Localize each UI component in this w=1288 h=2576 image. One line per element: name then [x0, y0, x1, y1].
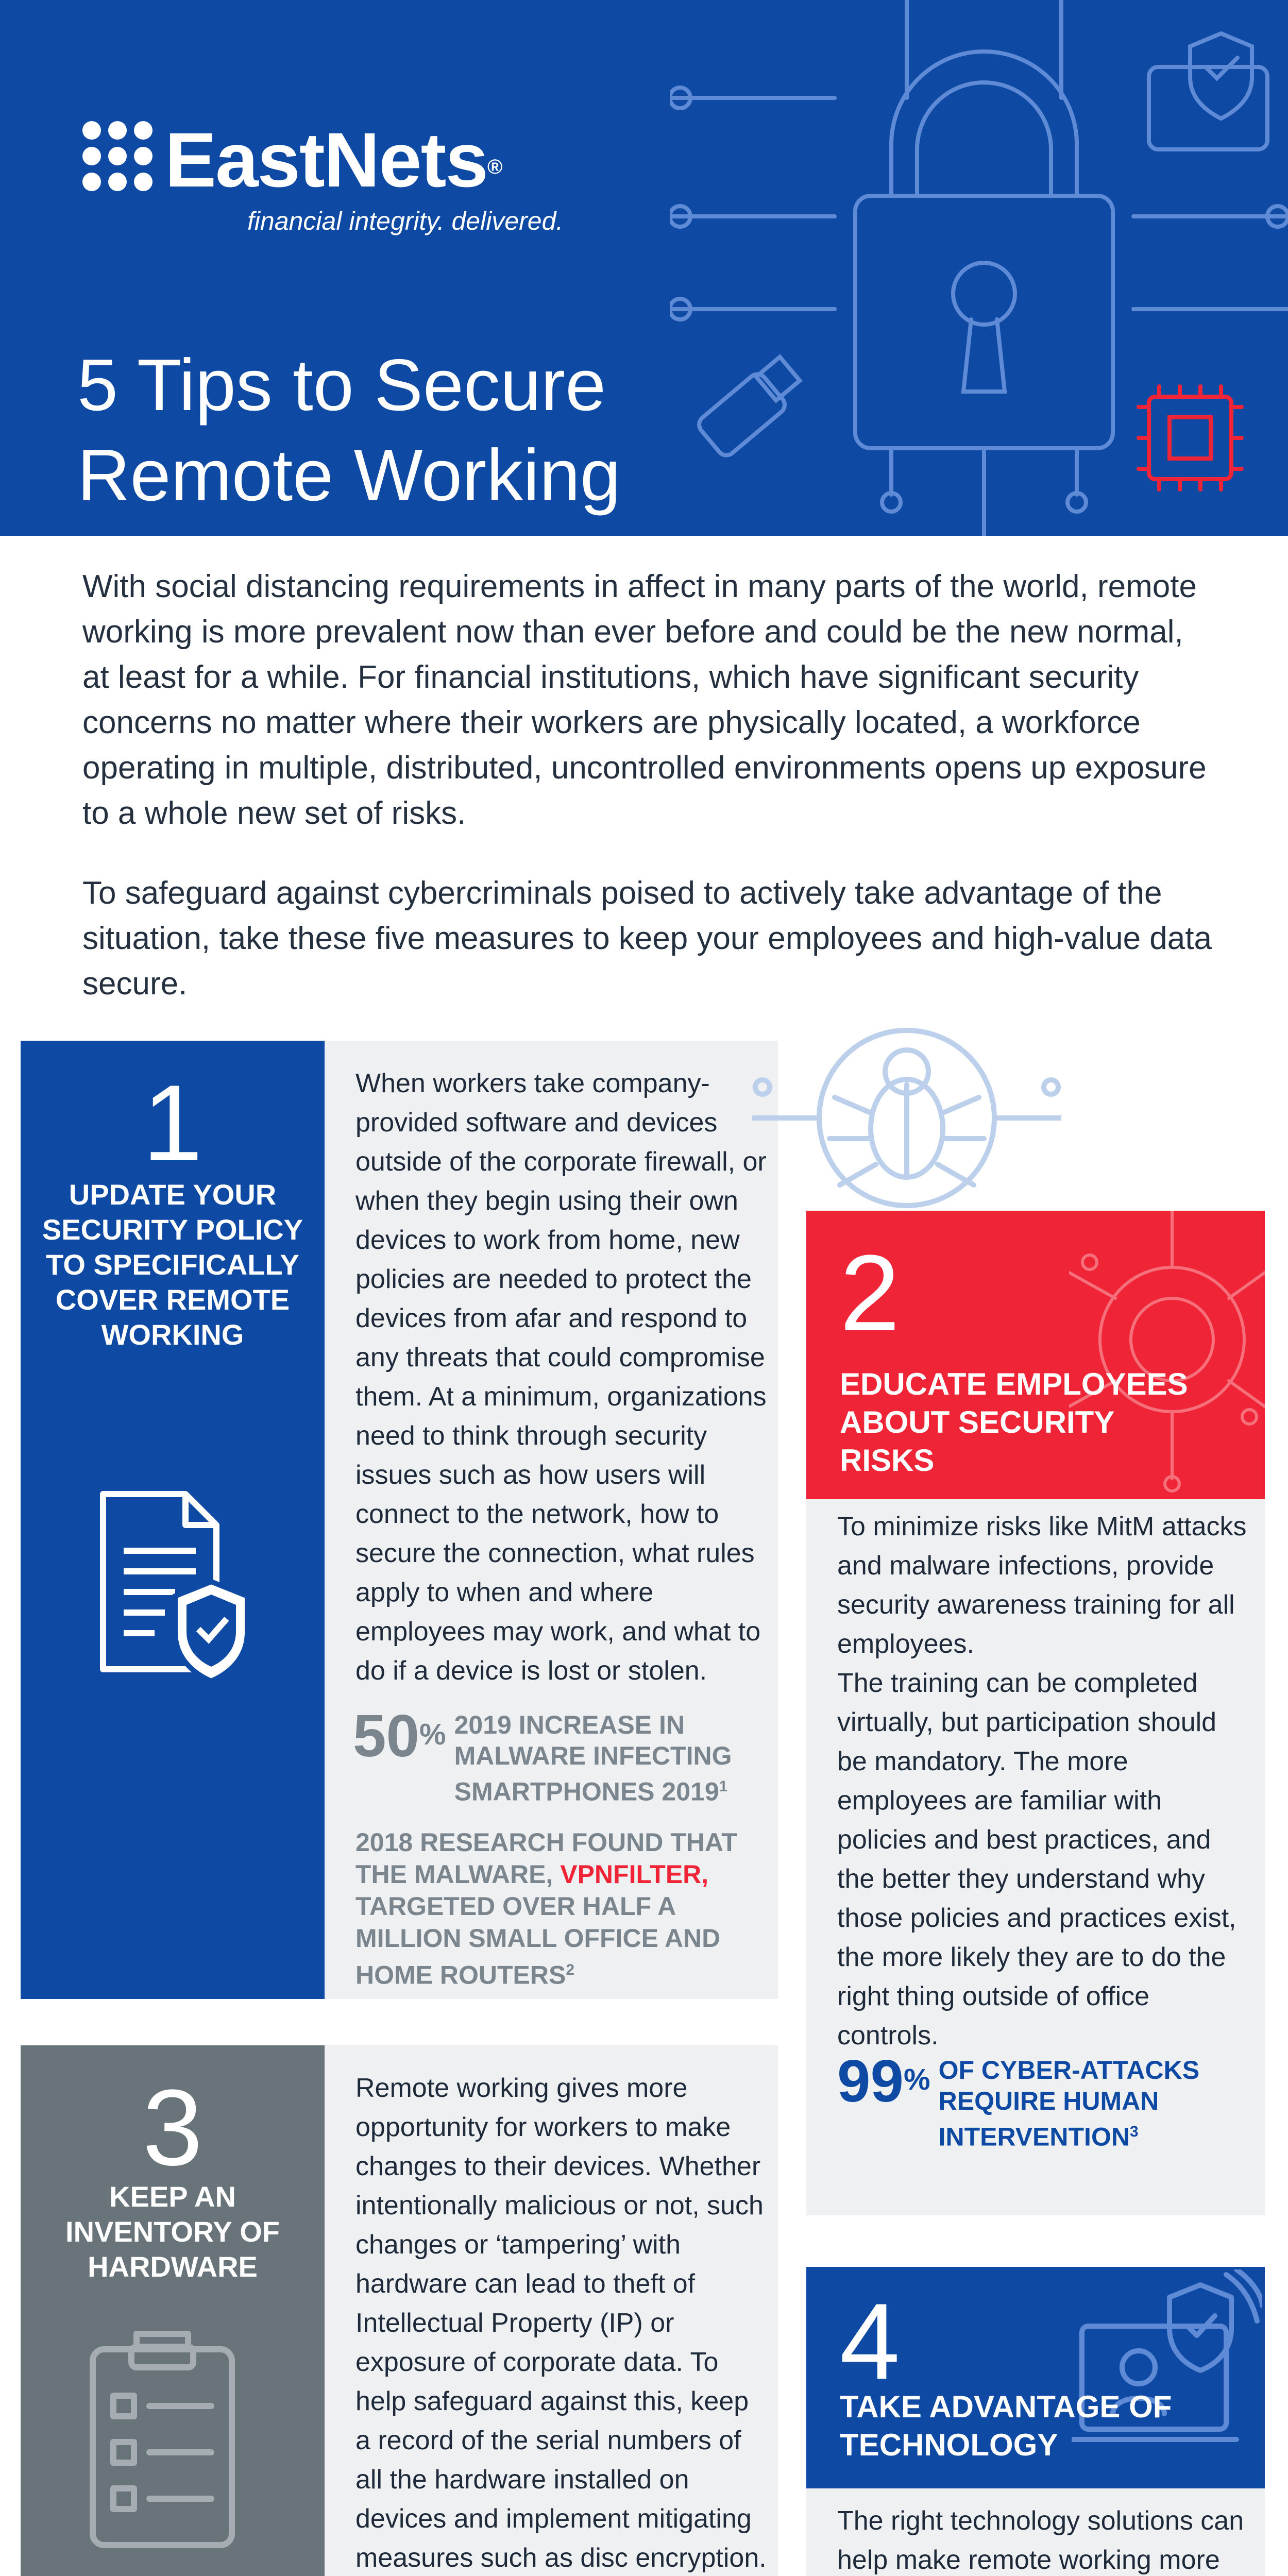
intro-paragraph-2: To safeguard against cybercriminals poised to actively take advantage of the situation, take these five measures to keep your employees and high-value data secure. — [82, 875, 1212, 1002]
tip-1-note-text-end: TARGETED OVER HALF A MILLION SMALL OFFICE AND HOME ROUTERS — [355, 1892, 721, 1990]
tip-2-body — [837, 1507, 1249, 2055]
tip-1-number: 1 — [142, 1062, 203, 1183]
tip-3-title: KEEP AN INVENTORY OF HARDWARE — [65, 2180, 280, 2283]
tip-4-intro: The right technology solutions can help make remote working more — [837, 2506, 1244, 2575]
tip-1-note-text: 2018 RESEARCH FOUND THAT THE MALWARE, — [355, 1828, 737, 1889]
malware-bug-icon — [752, 994, 1061, 1242]
tip-2-stat-value: 99 — [837, 2047, 904, 2114]
tip-4-title: TAKE ADVANTAGE OF TECHNOLOGY — [840, 2389, 1172, 2462]
cyber-security-illustration — [670, 0, 1288, 536]
eastnets-logo — [82, 116, 649, 240]
tip-3-body: Remote working gives more opportunity for workers to make changes to their devices. Whether intentionally malicious or not, such changes or ‘tampering’ with hardware can lead to theft of Intellectual Property (IP) or exposure of corporate data. To help safeguard against this, keep a record of the serial numbers of all the hardware installed on devices and implement mitigating measures such as disc encryption. — [355, 2073, 767, 2573]
tip-2-stat — [837, 2047, 1249, 2153]
intro-paragraph-1: With social distancing requirements in affect in many parts of the world, remote working is more prevalent now than ever before and could be the new normal, at least for a while. For financial institutions, which have significant security concerns no matter where their workers are physically located, a workforce operating in multiple, distributed, uncontrolled environments opens up exposure to a whole new set of risks. — [82, 569, 1207, 831]
tip-1-stat — [353, 1702, 765, 1807]
tip-1-stat-ref: 1 — [719, 1778, 728, 1795]
document-shield-icon — [88, 1484, 263, 1690]
logo-tagline: financial integrity. delivered. — [247, 207, 564, 235]
tip-1-title: UPDATE YOUR SECURITY POLICY TO SPECIFICALLY COVER REMOTE WORKING — [42, 1178, 303, 1351]
header-banner — [0, 0, 1288, 536]
tip-2-body-p2: The training can be completed virtually, but participation should be mandatory. The more employees are familiar with policies and best practices, and the better they understand why those policies and practices exist, the more likely they are to do the right thing outside of office controls. — [837, 1668, 1236, 2050]
tip-1-note-ref: 2 — [566, 1961, 575, 1978]
logo-dots-icon — [82, 121, 155, 193]
tip-4-body — [837, 2501, 1249, 2576]
tip-2-body-p1: To minimize risks like MitM attacks and malware infections, provide security awareness training for all employees. — [837, 1512, 1247, 1659]
tip-2-stat-unit: % — [904, 2063, 930, 2096]
tip-1-research-note — [355, 1826, 768, 1991]
clipboard-checklist-icon — [82, 2318, 242, 2555]
tip-2-stat-ref: 3 — [1129, 2123, 1139, 2140]
tip-2-number: 2 — [840, 1232, 900, 1353]
tip-4-number: 4 — [840, 2281, 900, 2402]
registered-mark: ® — [487, 156, 502, 178]
tip-3-number: 3 — [142, 2067, 203, 2188]
tip-1-stat-unit: % — [419, 1718, 446, 1751]
tip-1-stat-value: 50 — [353, 1702, 420, 1769]
tip-1-stat-label: 2019 INCREASE IN MALWARE INFECTING SMARTPHONES 2019 — [454, 1710, 732, 1806]
tip-1-note-highlight: VPNFILTER, — [560, 1860, 709, 1889]
tip-2-stat-label: OF CYBER-ATTACKS REQUIRE HUMAN INTERVENTION — [938, 2056, 1200, 2151]
tip-2-title: EDUCATE EMPLOYEES ABOUT SECURITY RISKS — [840, 1367, 1188, 1478]
page-title: 5 Tips to Secure Remote Working — [77, 344, 621, 516]
logo-wordmark: EastNets — [165, 116, 487, 203]
tip-1-body: When workers take company-provided software and devices outside of the corporate firewall, or when they begin using their own devices to work from home, new policies are needed to protect the devices from afar and respond to any threats that could compromise them. At a minimum, organizations need to think through security issues such as how users will connect to the network, how to secure the connection, what rules apply to when and where employees may work, and what to do if a device is lost or stolen. — [355, 1069, 767, 1686]
